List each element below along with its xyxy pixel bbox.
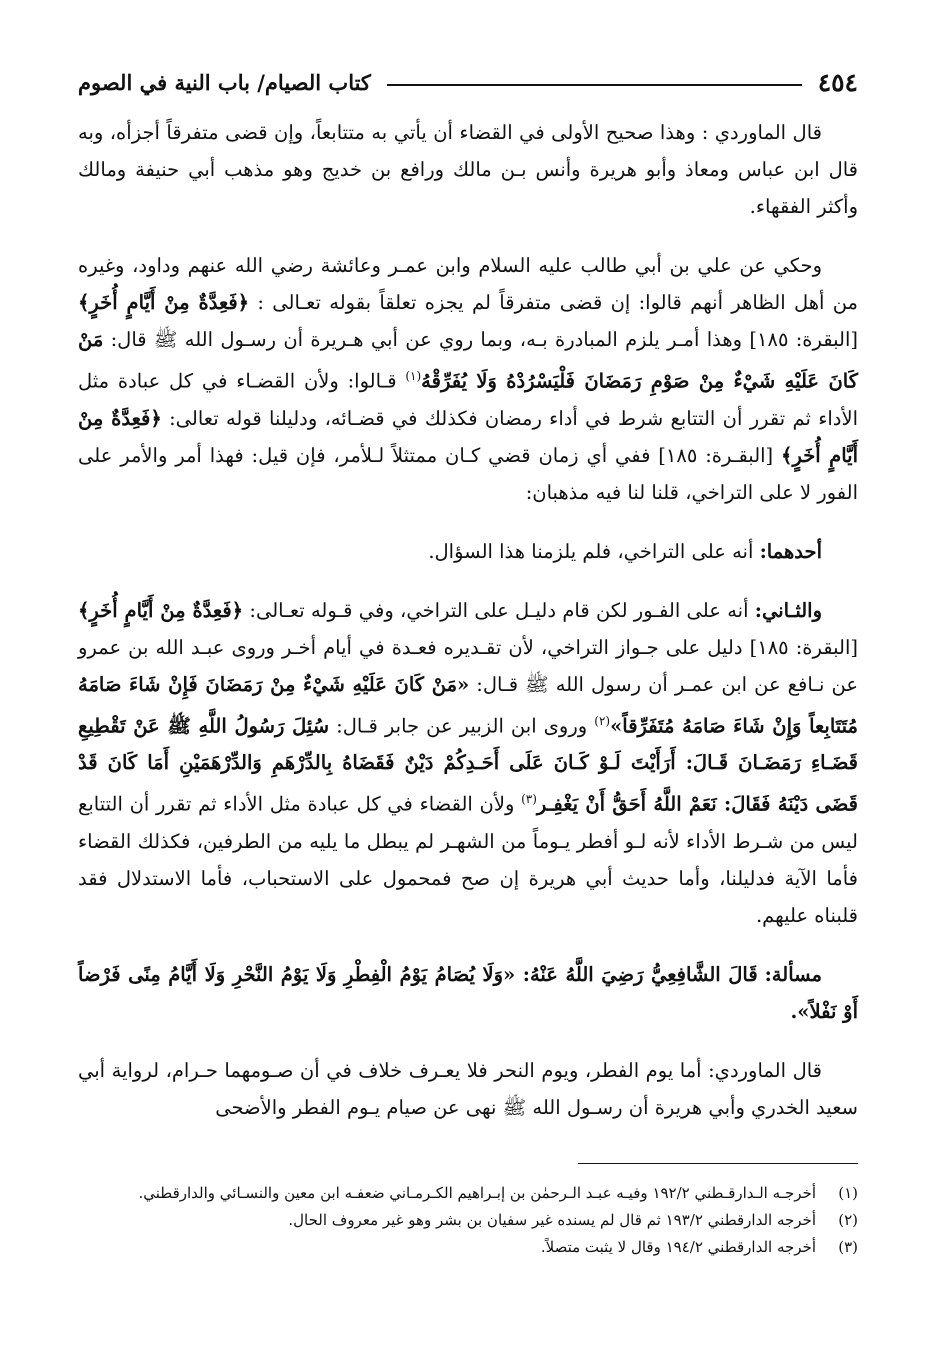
quran-quote: ﴿فَعِدَّةٌ مِنْ أَيَّامٍ أُخَرٍ﴾	[78, 406, 858, 467]
paragraph-lead: مسألة:	[764, 962, 822, 986]
footnote	[78, 1180, 858, 1207]
quran-quote: ﴿فَعِدَّةٌ مِنْ أَيَّامٍ أُخَرٍ﴾	[78, 598, 244, 622]
paragraph	[78, 533, 858, 570]
text-run: أنه على التراخي، فلم يلزمنا هذا السؤال.	[428, 539, 760, 563]
footnote	[78, 1207, 858, 1234]
hadith-quote: مَنْ كَانَ عَلَيْهِ شَيْءٌ مِنْ صَوْمِ رَمَضَانَ فَلْيَسْرُدْهُ وَلَا يُفَرِّقْهُ	[78, 328, 858, 393]
text-run: قال الماوردي : وهذا صحيح الأولى في القضاء أن يأتي به متتابعاً، وإن قضى متفرقاً أجزأه، وبه قال ابن عباس ومعاذ وأبو هريرة وأنس بـن مالك ورافع بن خديج وهو مذهب أبي حنيفة ومالك وأكثر الفقهاء.	[78, 121, 858, 218]
paragraph	[78, 592, 858, 934]
text-run: أنه على الفـور لكن قام دليـل على التراخي، وفي قـوله تعـالى:	[243, 598, 755, 622]
main-text	[78, 114, 858, 1136]
text-run: وحكي عن علي بن أبي طالب عليه السلام وابن عمـر وعائشة رضي الله عنهم وداود، وغيره من أهل الظاهر أنهم قالوا: إن قضى متفرقاً لم يجزه تعلقاً بقوله تعـالى :	[78, 254, 859, 314]
header-rule	[387, 84, 802, 86]
footnote-number: (٣)	[838, 1238, 858, 1256]
paragraph-lead: والثـاني:	[754, 598, 822, 622]
footnote-text: أخرجه الدارقطني ١٩٤/٢ وقال لا يثبت متصلاً.	[540, 1238, 816, 1256]
footnote-ref: (٣)	[521, 792, 537, 806]
paragraph	[78, 1052, 858, 1126]
paragraph-lead: أحدهما:	[759, 539, 822, 563]
footnotes	[78, 1180, 858, 1261]
text-run	[758, 963, 765, 986]
footnote	[78, 1234, 858, 1261]
hadith-quote: سُئِلَ رَسُولُ اللَّهِ ﷺ عَنْ تَقْطِيعِ قَضَـاءِ رَمَضَـانَ قَـالَ: أَرَأَيْتَ لَـوْ كَـانَ عَلَى أَحَـدِكُمْ دَيْنٌ فَقَضَاهُ بِالدِّرْهَمِ وَالدِّرْهَمَيْنِ أَمَا كَانَ قَدْ قَضَى دَيْنَهُ فَقَالَ: نَعَمْ اللَّهُ أَحَقُّ أَنْ يَغْفِـر	[78, 714, 858, 816]
footnote-text: أخرجه الدارقطني ١٩٣/٢ ثم قال لم يسنده غير سفيان بن بشر وهو غير معروف الحال.	[288, 1211, 816, 1229]
footnote-number: (١)	[838, 1184, 858, 1202]
running-head: كتاب الصيام/ باب النية في الصوم	[78, 69, 371, 95]
page-number: ٤٥٤	[817, 67, 858, 97]
quran-quote: ﴿فَعِدَّةٌ مِنْ أَيَّامٍ أُخَرٍ﴾	[78, 291, 250, 314]
page-header	[78, 58, 858, 106]
paragraph	[78, 247, 858, 511]
text-run: [البقرة: ١٨٥] دليل على جـواز التراخي، لأن تقـديره فعـدة في أيام أخـر وروى عبـد الله بن عمرو عن نـافع عن ابن عمـر أن رسول الله ﷺ قـال:	[78, 635, 858, 696]
paragraph	[78, 956, 858, 1030]
text-run: وروى ابن الزبير عن جابر قـال:	[329, 714, 595, 737]
hadith-quote: قَالَ الشَّافِعِيُّ رَضِيَ اللَّهُ عَنْهُ: «وَلَا يُصَامُ يَوْمُ الْفِطْرِ وَلَا يَوْمُ النَّحْرِ وَلَا أَيَّامُ مِنًى فَرْضاً أَوْ نَفْلاً».	[78, 962, 858, 1023]
footnote-number: (٢)	[838, 1211, 858, 1229]
footnote-ref: (١)	[405, 369, 422, 383]
hadith-quote: «مَنْ كَانَ عَلَيْهِ شَيْءٌ مِنْ رَمَضَانَ فَإِنْ شَاءَ صَامَهُ مُتَتَابِعاً وَإِنْ شَاءَ صَامَهُ مُتَفَرِّقاً»	[78, 672, 859, 737]
paragraph	[78, 114, 858, 225]
text-run: [البقرة: ١٨٥] وهذا أمـر يلزم المبادرة بـه، وبما روي عن أبي هـريرة أن رسـول الله ﷺ قال:	[103, 328, 858, 351]
footnote-ref: (٢)	[594, 713, 611, 728]
footnote-separator	[578, 1163, 858, 1164]
text-run: قال الماوردي: أما يوم الفطر، ويوم النحر فلا يعـرف خلاف في أن صـومهما حـرام، لرواية أبي سعيد الخدري وأبي هريرة أن رسـول الله ﷺ نهى عن صيام يـوم الفطر والأضحى	[78, 1058, 858, 1119]
footnote-text: أخرجـه الـدارقـطني ١٩٢/٢ وفيـه عبـد الـرحمٰن بن إبـراهيم الكـرمـاني ضعفـه ابن معين والنسـائي والدارقطني.	[138, 1184, 816, 1202]
text-run: قـالوا: ولأن القضـاء في كل عبادة مثل الأداء ثم تقرر أن التتابع شرط في أداء رمضان فكذلك في قضـائه، ودليلنا قوله تعالى:	[78, 369, 858, 430]
text-run: [البقـرة: ١٨٥] ففي أي زمان قضي كـان ممتثلاً لـلأمر، فإن قيل: فهذا أمر والأمر على الفور لا على التراخي، قلنا لنا فيه مذهبان:	[78, 443, 858, 504]
text-run: ولأن القضاء في كل عبادة مثل الأداء ثم تقرر أن التتابع ليس من شـرط الأداء لأنه لـو أفطر يـوماً من الشهـر لم يبطل ما يليه من الطرفين، فكذلك القضاء فأما الآية فدليلنا، وأما حديث أبي هريرة إن صح فمحمول على الاستحباب، فأما الاستدلال فقد قلبناه عليهم.	[78, 792, 858, 927]
